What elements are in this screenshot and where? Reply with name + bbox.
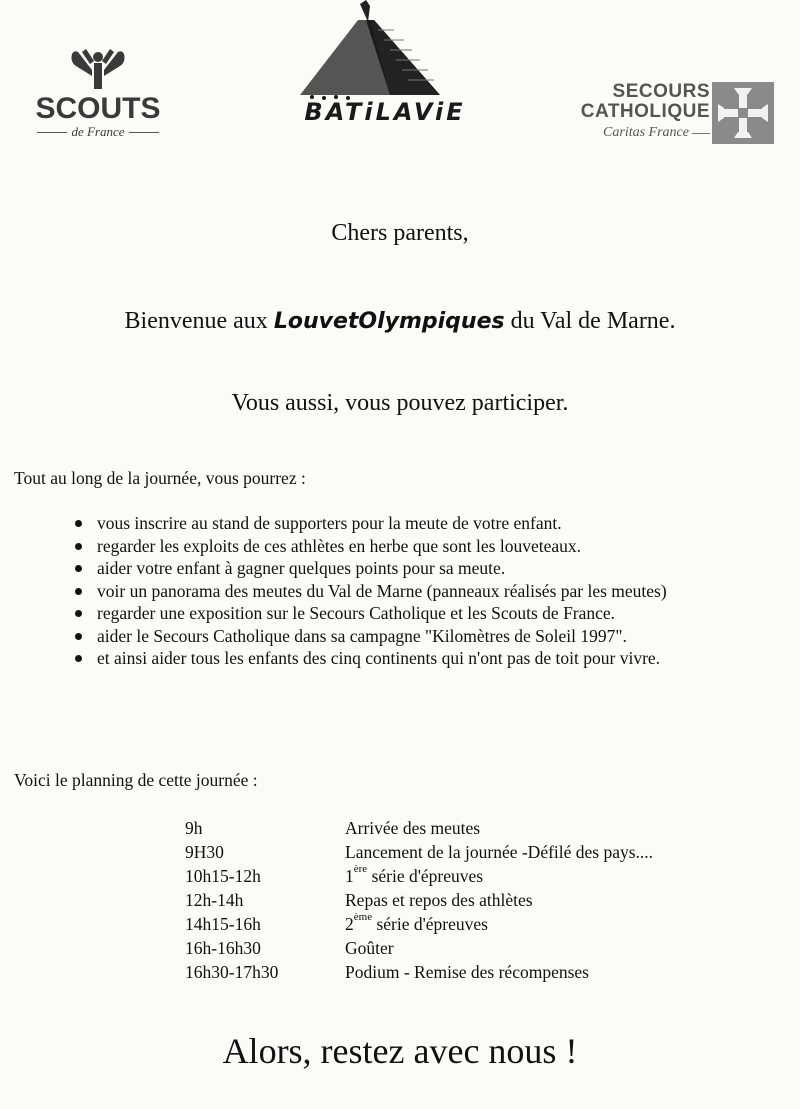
list-item: [73, 535, 773, 558]
list-item: [73, 602, 773, 625]
list-item-text: et ainsi aider tous les enfants des cinq continents qui n'ont pas de toit pour vivre.: [97, 648, 661, 668]
list-item: [73, 647, 773, 670]
secours-logo-line1: SECOURS: [612, 81, 710, 102]
bullet-icon: [75, 588, 82, 595]
scouts-logo-subtext: de France: [71, 124, 125, 139]
schedule-activity: [345, 863, 653, 890]
activities-list: [73, 512, 773, 670]
secours-logo-line2: CATHOLIQUE: [580, 101, 710, 122]
schedule-time: 16h-16h30: [185, 938, 261, 958]
bullet-icon: [75, 520, 82, 527]
schedule-time: 14h15-16h: [185, 914, 261, 934]
greeting: Chers parents,: [331, 220, 469, 246]
list-item-text: aider votre enfant à gagner quelques points pour sa meute.: [97, 558, 506, 578]
bullet-icon: [75, 655, 82, 662]
schedule-time: 16h30-17h30: [185, 962, 279, 982]
welcome-after: du Val de Marne.: [504, 308, 676, 334]
ordinal-number: 1: [345, 866, 354, 886]
schedule-activity: [345, 911, 653, 938]
list-item-text: regarder une exposition sur le Secours Catholique et les Scouts de France.: [97, 603, 616, 623]
welcome-line: [0, 308, 800, 335]
table-row: [185, 890, 653, 914]
schedule-time: 9H30: [185, 842, 224, 862]
schedule-table: [185, 818, 653, 986]
schedule-time: 9h: [185, 818, 203, 838]
scouts-de-france-logo: [28, 48, 168, 148]
divider: [692, 133, 710, 134]
event-name: LouvetOlympiques: [273, 309, 505, 334]
closing-line: Alors, restez avec nous !: [222, 1031, 578, 1071]
divider: [37, 132, 67, 133]
bullet-icon: [75, 543, 82, 550]
list-item: [73, 625, 773, 648]
list-item-text: voir un panorama des meutes du Val de Marne (panneaux réalisés par les meutes): [97, 580, 667, 601]
schedule-activity: Goûter: [345, 938, 394, 958]
list-item-text: vous inscrire au stand de supporters pour la meute de votre enfant.: [97, 513, 562, 533]
batilavie-logo-text: BATiLAViE: [304, 98, 466, 126]
batilavie-logo: [290, 0, 480, 140]
table-row: [185, 818, 653, 842]
scouts-emblem-icon: [66, 48, 130, 92]
welcome-before: Bienvenue aux: [124, 308, 274, 334]
ordinal-suffix: ème: [353, 911, 373, 923]
list-item: [73, 580, 707, 603]
secours-logo-line3: Caritas France: [603, 125, 689, 140]
list-item-text: aider le Secours Catholique dans sa campagne "Kilomètres de Soleil 1997".: [97, 625, 627, 646]
schedule-activity: Podium - Remise des récompenses: [345, 962, 589, 982]
list-item: [73, 512, 773, 535]
schedule-time: 12h-14h: [185, 890, 244, 910]
list-item-text: regarder les exploits de ces athlètes en herbe que sont les louveteaux.: [97, 535, 581, 556]
ordinal-number: 2: [345, 914, 354, 934]
schedule-time: 10h15-12h: [185, 866, 261, 886]
divider: [129, 132, 159, 133]
table-row: [185, 866, 653, 890]
planning-intro: Voici le planning de cette journée :: [14, 770, 258, 790]
schedule-activity: Arrivée des meutes: [345, 818, 481, 838]
schedule-activity: Lancement de la journée -Défilé des pays....: [345, 842, 654, 862]
schedule-activity: Repas et repos des athlètes: [345, 890, 533, 910]
schedule-activity-text: série d'épreuves: [367, 866, 484, 886]
activities-intro: Tout au long de la journée, vous pourrez :: [14, 468, 306, 488]
table-row: [185, 938, 653, 962]
table-row: [185, 842, 653, 866]
ordinal-suffix: ère: [353, 863, 368, 875]
list-item: [73, 557, 773, 580]
schedule-activity-text: série d'épreuves: [372, 914, 488, 934]
bullet-icon: [75, 565, 82, 572]
secours-catholique-logo: [565, 82, 780, 152]
participate-line: Vous aussi, vous pouvez participer.: [231, 390, 569, 416]
table-row: [185, 962, 653, 986]
batilavie-roof-icon: [290, 0, 480, 110]
scouts-logo-text: SCOUTS: [35, 92, 161, 125]
bullet-icon: [75, 633, 82, 640]
bullet-icon: [75, 610, 82, 617]
cross-emblem-icon: [712, 82, 774, 144]
table-row: [185, 914, 653, 938]
